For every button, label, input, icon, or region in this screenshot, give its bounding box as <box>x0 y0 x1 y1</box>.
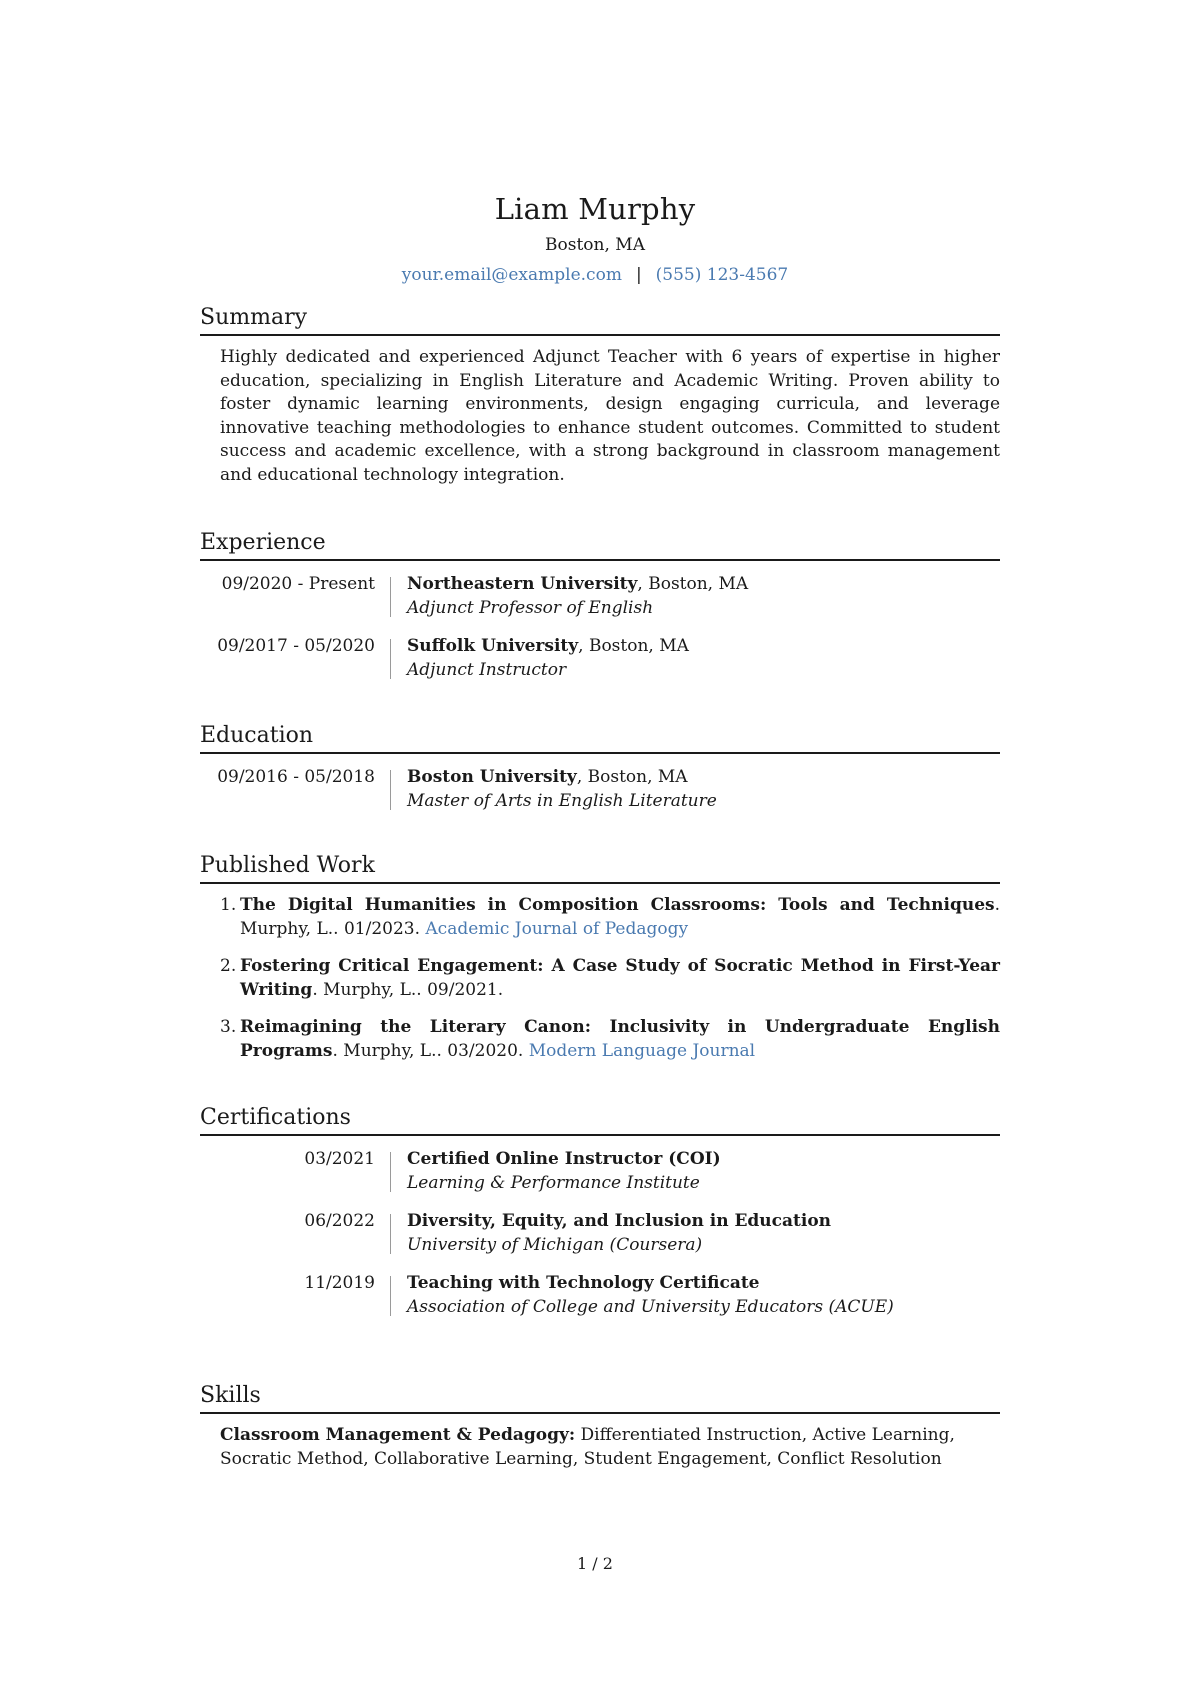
entry-date: 09/2017 - 05/2020 <box>217 636 375 656</box>
certification-name: Teaching with Technology Certificate <box>407 1273 760 1293</box>
skills-list: Differentiated Instruction, Active Learning, Socratic Method, Collaborative Learning, Student Engagement, Conflict Resolution <box>220 1425 955 1469</box>
section-title-published: Published Work <box>200 852 1000 884</box>
section-title-summary: Summary <box>200 304 1000 336</box>
entry-organization: Suffolk University <box>407 636 579 656</box>
entry-divider <box>390 1276 391 1316</box>
certification-name: Diversity, Equity, and Inclusion in Education <box>407 1211 832 1231</box>
skills-section <box>200 1382 1000 1471</box>
section-title-education: Education <box>200 722 1000 754</box>
publication-venue-link[interactable]: Modern Language Journal <box>528 1040 756 1061</box>
publication-title: Fostering Critical Engagement: A Case Study of Socratic Method in First-Year Writing <box>240 956 1000 1000</box>
entry-content <box>407 635 997 682</box>
experience-section <box>200 529 1000 681</box>
education-section <box>200 722 1000 812</box>
summary-section <box>200 304 1000 487</box>
entry-divider <box>390 639 391 679</box>
page-number: 1 / 2 <box>577 1554 613 1573</box>
entry-location: , Boston, MA <box>576 767 688 787</box>
contact-line <box>0 262 1190 288</box>
person-location: Boston, MA <box>545 235 645 255</box>
section-title-experience: Experience <box>200 529 1000 561</box>
certification-entry <box>200 1210 1000 1256</box>
education-entry <box>200 766 1000 812</box>
entry-role: Adjunct Professor of English <box>407 597 654 618</box>
experience-entry <box>200 573 1000 619</box>
entry-divider <box>390 1152 391 1192</box>
publication-details: . Murphy, L.. 03/2020. <box>332 1040 529 1061</box>
entry-date: 09/2020 - Present <box>221 574 375 594</box>
skills-category: Classroom Management & Pedagogy: <box>220 1425 576 1445</box>
certification-issuer: Association of College and University Educators (ACUE) <box>407 1296 894 1317</box>
section-title-certifications: Certifications <box>200 1104 1000 1136</box>
entry-divider <box>390 1214 391 1254</box>
entry-divider <box>390 577 391 617</box>
entry-degree: Master of Arts in English Literature <box>407 790 717 811</box>
publication-number: 1. <box>220 895 237 915</box>
entry-content <box>407 573 997 620</box>
publication-title: Reimagining the Literary Canon: Inclusivity in Undergraduate English Programs <box>240 1017 1000 1061</box>
email-link[interactable]: your.email@example.com <box>401 265 622 285</box>
resume-header <box>0 190 1190 288</box>
entry-date: 03/2021 <box>304 1149 375 1169</box>
contact-separator: | <box>635 265 642 285</box>
experience-entry <box>200 635 1000 681</box>
entry-content <box>407 1148 997 1195</box>
entry-divider <box>390 770 391 810</box>
entry-organization: Northeastern University <box>407 574 638 594</box>
certification-issuer: Learning & Performance Institute <box>407 1172 700 1193</box>
phone-link[interactable]: (555) 123-4567 <box>655 265 789 285</box>
entry-role: Adjunct Instructor <box>407 659 567 680</box>
entry-content <box>407 1210 997 1257</box>
published-section <box>200 852 1000 1077</box>
publication-number: 3. <box>220 1017 237 1037</box>
publication-item <box>220 894 1000 941</box>
publication-item <box>220 1016 1000 1063</box>
entry-location: , Boston, MA <box>578 636 689 656</box>
entry-location: , Boston, MA <box>637 574 749 594</box>
publication-details: . Murphy, L.. 01/2023. <box>240 895 1000 939</box>
skills-line <box>220 1424 1000 1471</box>
entry-organization: Boston University <box>407 767 577 787</box>
publication-item <box>220 955 1000 1002</box>
publication-details: . Murphy, L.. 09/2021. <box>312 979 504 1000</box>
entry-date: 11/2019 <box>304 1273 375 1293</box>
publication-title: The Digital Humanities in Composition Classrooms: Tools and Techniques <box>240 895 995 915</box>
person-name: Liam Murphy <box>494 192 696 226</box>
certification-name: Certified Online Instructor (COI) <box>407 1149 721 1169</box>
entry-content <box>407 1272 997 1319</box>
certifications-section <box>200 1104 1000 1318</box>
certification-entry <box>200 1148 1000 1194</box>
certification-entry <box>200 1272 1000 1318</box>
publication-venue-link[interactable]: Academic Journal of Pedagogy <box>425 918 689 939</box>
publication-list <box>200 894 1000 1063</box>
summary-text: Highly dedicated and experienced Adjunct Teacher with 6 years of expertise in higher education, specializing in English Literature and Academic Writing. Proven ability to foster dynamic learning environments, design engaging curricula, and leverage innovative teaching methodologies to enhance student outcomes. Committed to student success and academic excellence, with a strong background in classroom management and educational technology integration. <box>220 347 1000 485</box>
section-title-skills: Skills <box>200 1382 1000 1414</box>
publication-number: 2. <box>220 956 237 976</box>
entry-date: 06/2022 <box>304 1211 375 1231</box>
entry-content <box>407 766 997 813</box>
certification-issuer: University of Michigan (Coursera) <box>407 1234 703 1255</box>
entry-date: 09/2016 - 05/2018 <box>217 767 375 787</box>
